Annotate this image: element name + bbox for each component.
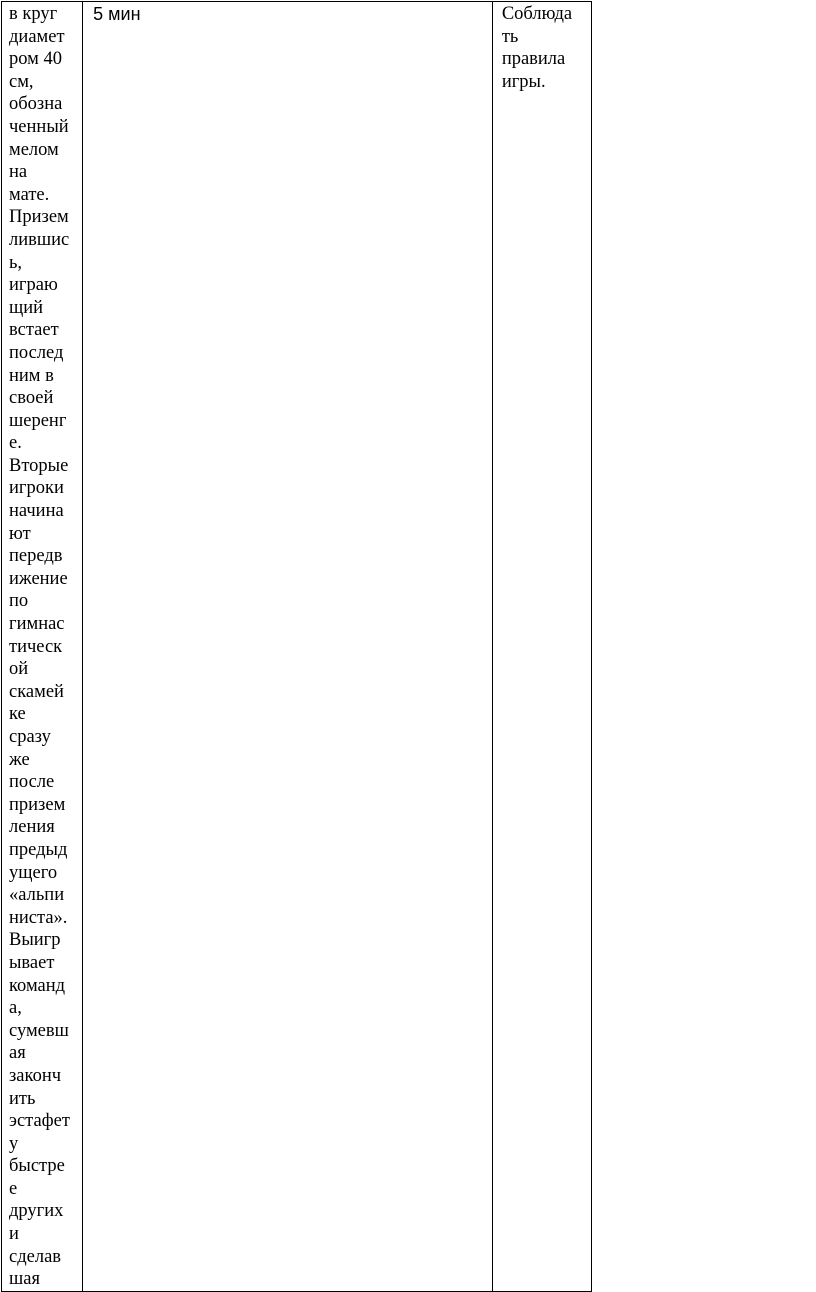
- description-line: ижение: [9, 568, 68, 589]
- guidelines-line: правила: [501, 49, 566, 70]
- guidelines-cell: [492, 2, 591, 1292]
- description-line: встает: [9, 320, 59, 341]
- description-line: мелом: [9, 139, 59, 160]
- description-line: Выигр: [9, 930, 61, 951]
- table-row: [2, 2, 592, 1292]
- description-line: ления: [9, 817, 55, 838]
- description-line: мате.: [9, 184, 50, 205]
- description-line: быстре: [9, 1156, 65, 1177]
- guidelines-line: игры.: [501, 71, 546, 92]
- description-line: гимнас: [9, 614, 65, 635]
- description-line: ченный: [9, 116, 69, 137]
- description-line: тическ: [9, 636, 63, 657]
- description-line: е: [9, 1178, 18, 1199]
- description-line: законч: [9, 1065, 62, 1086]
- description-line: ывает: [9, 952, 55, 973]
- description-line: ь,: [9, 252, 23, 273]
- description-line: щий: [9, 297, 44, 318]
- description-line: и: [9, 1224, 19, 1245]
- description-line: сделав: [9, 1246, 62, 1267]
- description-line: е.: [9, 433, 22, 454]
- description-line: по: [9, 591, 29, 612]
- description-line: ниста».: [9, 907, 68, 928]
- description-line: обозна: [9, 94, 63, 115]
- description-line: передв: [9, 546, 63, 567]
- description-line: ним в: [9, 365, 54, 386]
- description-line: ущего: [9, 862, 58, 883]
- description-line: своей: [9, 388, 54, 409]
- description-line: сразу: [9, 727, 51, 747]
- description-line: предыд: [9, 839, 68, 860]
- description-line: других: [9, 1201, 64, 1222]
- description-line: игроки: [9, 478, 64, 499]
- description-line: ая: [9, 1043, 26, 1064]
- guidelines-line: Соблюда: [501, 4, 573, 24]
- description-line: Вторые: [9, 455, 69, 476]
- description-line: Призем: [9, 207, 69, 228]
- description-line: скамей: [9, 681, 64, 702]
- description-line: шая: [9, 1269, 40, 1290]
- description-line: диамет: [9, 26, 65, 47]
- description-line: ой: [9, 659, 29, 680]
- description-line: шеренг: [9, 410, 67, 431]
- guidelines-line: ть: [501, 26, 519, 47]
- description-line: ке: [9, 704, 26, 725]
- description-line: после: [9, 772, 55, 793]
- description-line: послед: [9, 342, 64, 363]
- guidelines-text: [493, 2, 591, 93]
- description-line: а,: [9, 998, 22, 1019]
- description-line: ром 40: [9, 49, 62, 70]
- description-line: в круг: [9, 4, 58, 24]
- description-line: на: [9, 162, 28, 183]
- description-line: см,: [9, 71, 34, 92]
- description-line: «альпи: [9, 885, 65, 906]
- description-text: [2, 2, 82, 1291]
- description-line: ют: [9, 523, 31, 544]
- description-cell: [2, 2, 83, 1292]
- description-line: эстафет: [9, 1111, 70, 1132]
- description-line: сумевш: [9, 1020, 69, 1041]
- description-line: у: [9, 1133, 19, 1154]
- description-line: начина: [9, 501, 64, 522]
- duration-text: 5 мин: [93, 4, 141, 24]
- duration-cell: [83, 2, 493, 1292]
- description-line: же: [9, 749, 30, 770]
- description-line: призем: [9, 794, 66, 815]
- description-line: команд: [9, 975, 66, 996]
- description-line: лившис: [9, 229, 70, 250]
- description-line: играю: [9, 275, 58, 296]
- description-line: ить: [9, 1088, 36, 1109]
- document-table: [1, 1, 592, 1292]
